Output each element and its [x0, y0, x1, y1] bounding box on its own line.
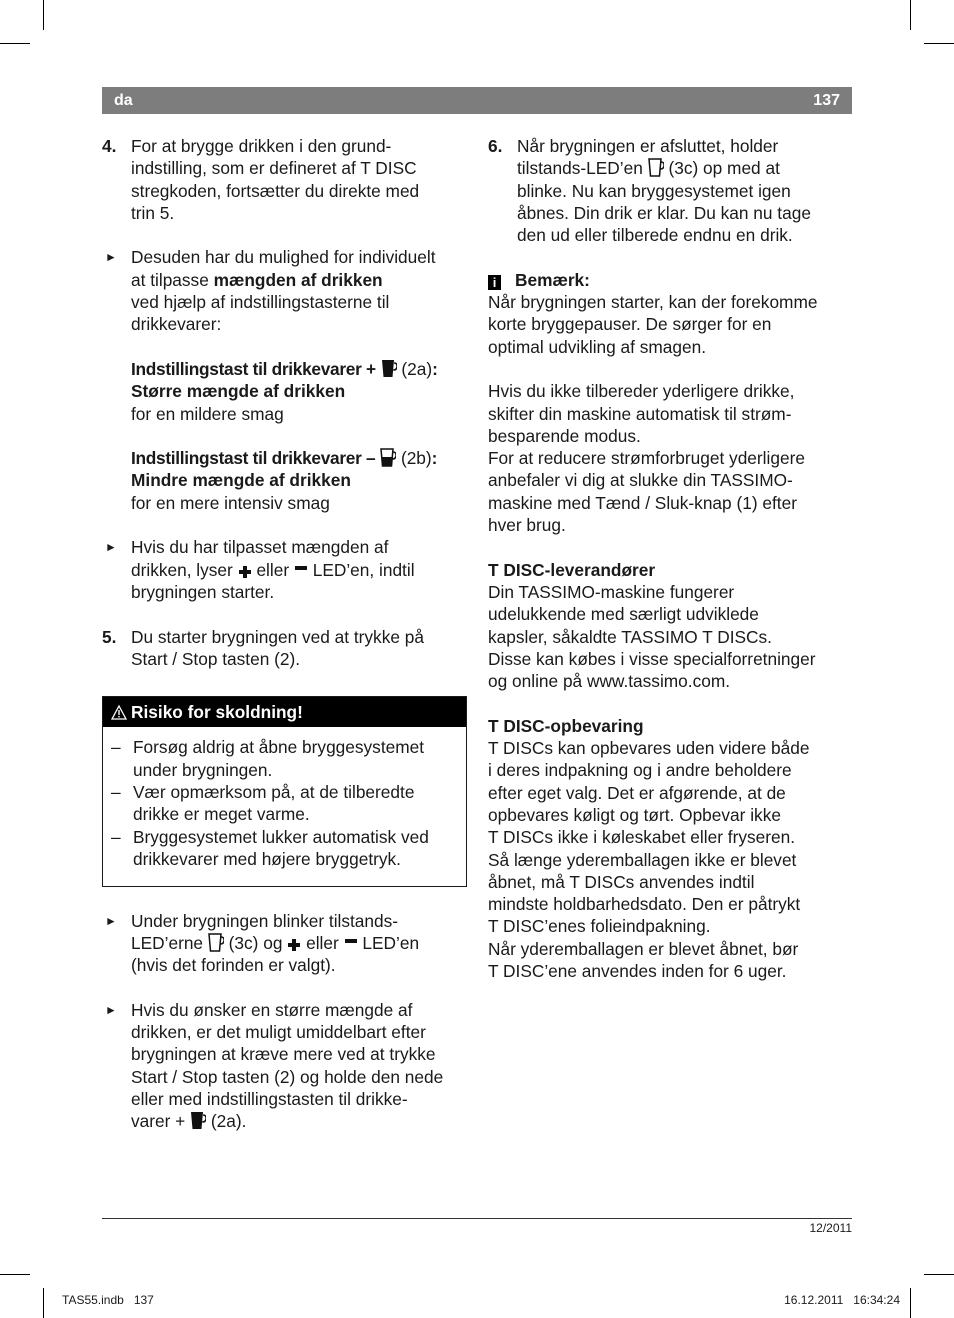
section-heading: T DISC-opbevaring: [488, 715, 644, 736]
note-heading: [488, 269, 856, 291]
text-line: trin 5.: [131, 202, 175, 223]
text-line: Bryggesystemet lukker automatisk ved: [133, 826, 429, 847]
text-line: T DISC’ene anvendes inden for 6 uger.: [488, 960, 787, 981]
text-line: Din TASSIMO-maskine fungerer: [488, 581, 735, 602]
crop-mark: [924, 43, 954, 44]
text-line: drikkevarer med højere bryggetryk.: [133, 848, 401, 869]
text-line: indstilling, som er defineret af T DISC: [131, 158, 417, 179]
text-line: Disse kan købes i visse specialforretninger: [488, 648, 816, 669]
crop-mark: [910, 1288, 911, 1318]
step-5: [102, 626, 467, 671]
dash: –: [111, 826, 121, 847]
text-line: brygningen at kræve mere ved at trykke: [131, 1044, 436, 1065]
full-cup-icon: [190, 1110, 206, 1130]
text-span: tilstands-LED’en: [517, 158, 643, 179]
bullet-arrow-icon: ►: [105, 250, 117, 265]
reference-label: (2b): [400, 448, 432, 469]
text-line: korte bryggepauser. De sørger for en: [488, 314, 772, 335]
text-line: [131, 1110, 467, 1132]
minus-key-description: for en mere intensiv smag: [131, 492, 330, 513]
text-line: stregkoden, fortsætter du direkte med: [131, 180, 420, 201]
warning-item: [111, 826, 458, 871]
text-line: under brygningen.: [133, 759, 273, 780]
text-line: Under brygningen blinker tilstands-: [131, 910, 399, 931]
text-span: (3c) og: [228, 932, 283, 953]
info-icon: i: [488, 275, 501, 290]
text-line: eller med indstillingstasten til drikke-: [131, 1088, 408, 1109]
text-span: LED’en: [362, 932, 420, 953]
footer-date: 12/2011: [809, 1221, 852, 1235]
step-number: 6.: [488, 136, 503, 156]
note-title: Bemærk:: [515, 269, 590, 290]
print-slug-file: TAS55.indb 137: [62, 1293, 154, 1307]
left-column: [102, 135, 467, 1132]
dash: –: [111, 737, 121, 758]
text-line: For at brygge drikken i den grund-: [131, 136, 392, 156]
note-section: [488, 269, 856, 358]
warning-box: [102, 696, 467, 887]
crop-mark: [43, 1288, 44, 1318]
text-line: hver brug.: [488, 515, 566, 536]
crop-mark: [0, 43, 30, 44]
text-span: drikken, lyser: [131, 559, 233, 580]
text-line: kapsler, såkaldte TASSIMO T DISCs.: [488, 626, 772, 647]
text-line: Du starter brygningen ved at trykke på: [131, 626, 424, 647]
minus-key-title: Mindre mængde af drikken: [131, 470, 351, 491]
minus-icon: [294, 561, 308, 575]
warning-item: [111, 736, 458, 781]
text-line: åbnet, må T DISCs anvendes indtil: [488, 871, 755, 892]
step-6: [488, 135, 856, 246]
text-line: drikke er meget varme.: [133, 804, 310, 825]
plus-key-label: Indstillingstast til drikkevarer +: [131, 358, 376, 379]
text-line: opbevares køligt og tørt. Opbevar ikke: [488, 804, 781, 825]
colon: :: [431, 448, 438, 469]
text-line: T DISCs kan opbevares uden videre både: [488, 738, 810, 759]
right-column: [488, 135, 856, 982]
text-line: ved hjælp af indstillingstasterne til: [131, 292, 390, 313]
bullet-led-lights: [102, 536, 467, 603]
warning-body: [103, 727, 466, 886]
crop-mark: [924, 1274, 954, 1275]
text-line: drikkevarer:: [131, 314, 222, 335]
minus-key-line: [131, 447, 467, 469]
warning-item: [111, 781, 458, 826]
text-line: Når brygningen er afsluttet, holder: [517, 136, 779, 156]
text-line: Når yderemballagen er blevet åbnet, bør: [488, 938, 799, 959]
warning-header: [103, 697, 466, 727]
bullet-blinking-led: [102, 910, 467, 977]
energy-paragraph: [488, 380, 856, 536]
colon: :: [432, 358, 438, 379]
step-number: 5.: [102, 626, 117, 647]
text-line: [131, 559, 467, 581]
plus-key-title: Større mængde af drikken: [131, 381, 346, 402]
plus-icon: [287, 938, 301, 952]
text-span: eller: [306, 932, 339, 953]
text-line: den ud eller tilberede endnu en drik.: [517, 225, 793, 246]
text-line: brygningen starter.: [131, 581, 275, 602]
text-span: (2a).: [210, 1111, 247, 1132]
crop-mark: [910, 0, 911, 30]
text-span: LED’erne: [131, 932, 204, 953]
plus-icon: [238, 565, 252, 579]
text-line: åbnes. Din drik er klar. Du kan nu tage: [517, 202, 811, 223]
text-span: at tilpasse: [131, 269, 214, 290]
page-header: [102, 87, 852, 114]
text-span: (3c) op med at: [668, 158, 780, 179]
text-line: [131, 932, 467, 954]
text-line: Forsøg aldrig at åbne bryggesystemet: [133, 737, 425, 758]
step-4: [102, 135, 467, 224]
emphasis-text: mængden af drikken: [213, 269, 383, 290]
bullet-arrow-icon: ►: [105, 913, 117, 928]
text-line: efter eget valg. Det er afgørende, at de: [488, 782, 786, 803]
step-number: 4.: [102, 136, 117, 156]
bullet-arrow-icon: ►: [105, 1002, 117, 1017]
text-line: Start / Stop tasten (2).: [131, 648, 301, 669]
text-line: besparende modus.: [488, 425, 641, 446]
storage-section: [488, 715, 856, 983]
text-span: eller: [256, 559, 290, 580]
dash: –: [111, 782, 121, 803]
bullet-arrow-icon: ►: [105, 540, 117, 555]
crop-mark: [43, 0, 44, 30]
text-line: Hvis du ønsker en større mængde af: [131, 999, 413, 1020]
text-span: LED’en, indtil: [312, 559, 415, 580]
full-cup-icon: [381, 358, 397, 378]
text-line: drikken, er det muligt umiddelbart efter: [131, 1021, 426, 1042]
plus-key-line: [131, 358, 467, 380]
page-number: 137: [813, 92, 840, 109]
minus-icon: [344, 934, 358, 948]
text-line: T DISCs ikke i køleskabet eller fryseren.: [488, 827, 795, 848]
footer-rule: [102, 1218, 852, 1219]
section-heading: T DISC-leverandører: [488, 559, 656, 580]
text-span: varer +: [131, 1111, 186, 1132]
text-line: Hvis du ikke tilbereder yderligere drikke,: [488, 381, 795, 402]
reference-label: (2a): [401, 358, 433, 379]
suppliers-section: [488, 559, 856, 693]
empty-cup-icon: [648, 157, 664, 177]
empty-cup-icon: [208, 932, 224, 952]
bullet-adjust-amount: [102, 246, 467, 514]
plus-key-description: for en mildere smag: [131, 403, 284, 424]
text-line: [131, 269, 467, 291]
text-line: Når brygningen starter, kan der forekomme: [488, 292, 818, 313]
text-line: Hvis du har tilpasset mængden af: [131, 537, 389, 558]
warning-triangle-icon: [111, 705, 127, 720]
text-line: og online på www.tassimo.com.: [488, 671, 731, 692]
text-line: mindste holdbarhedsdato. Den er påtrykt: [488, 894, 801, 915]
text-line: blinke. Nu kan bryggesystemet igen: [517, 180, 791, 201]
text-line: maskine med Tænd / Sluk-knap (1) efter: [488, 492, 797, 513]
text-line: udelukkende med særligt udviklede: [488, 604, 759, 625]
text-line: optimal udvikling af smagen.: [488, 336, 707, 357]
text-line: Start / Stop tasten (2) og holde den nede: [131, 1066, 444, 1087]
text-line: i deres indpakning og i andre beholdere: [488, 760, 792, 781]
text-line: For at reducere strømforbruget yderligere: [488, 448, 805, 469]
minus-key-label: Indstillingstast til drikkevarer –: [131, 448, 376, 469]
text-line: skifter din maskine automatisk til strøm-: [488, 403, 792, 424]
text-line: (hvis det forinden er valgt).: [131, 955, 336, 976]
crop-mark: [0, 1274, 30, 1275]
text-line: Desuden har du mulighed for individuelt: [131, 247, 436, 268]
text-line: T DISC’enes folieindpakning.: [488, 916, 711, 937]
text-line: anbefaler vi dig at slukke din TASSIMO-: [488, 470, 793, 491]
text-line: Så længe yderemballagen ikke er blevet: [488, 849, 797, 870]
half-cup-icon: [380, 447, 396, 467]
text-line: Vær opmærksom på, at de tilberedte: [133, 782, 415, 803]
print-slug-datetime: 16.12.2011 16:34:24: [784, 1293, 900, 1307]
text-line: [517, 157, 856, 179]
language-code: da: [114, 92, 133, 109]
bullet-more-amount: [102, 999, 467, 1133]
warning-title: Risiko for skoldning!: [131, 702, 303, 723]
